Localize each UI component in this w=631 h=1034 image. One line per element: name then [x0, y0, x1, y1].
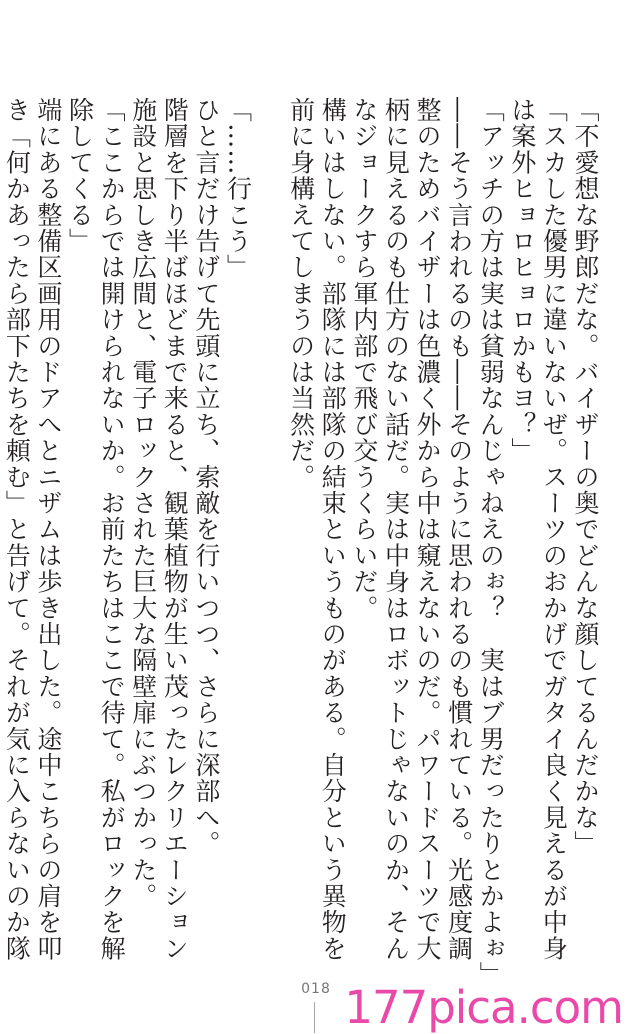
- narration-paragraph: 階層を下り半ばほどまで来ると、観葉植物が生い茂ったレクリエーション施設と思しき広間と、電子ロックされた巨大な隔壁扉にぶつかった。: [128, 97, 190, 962]
- narration-paragraph: ひと言だけ告げて先頭に立ち、索敵を行いつつ、さらに深部へ。: [191, 97, 221, 857]
- dialogue-line: 「……行こう」: [223, 97, 253, 281]
- site-watermark: 177pica.com: [344, 981, 623, 1034]
- narration-paragraph: ――そう言われるのも――そのように思われるのも慣れている。光感度調整のためバイザーは色濃く外から中は窺えないのだ。パワードスーツで大柄に見えるのも仕方のない話だ。実は中身はロボットじゃないのか、そんなジョークすら軍内部で飛び交うくらいだ。: [349, 97, 474, 962]
- dialogue-line: 「スカした優男に違いないぜ。スーツのおかげでガタイ良く見えるが中身は案外ヒョロヒョロかもヨ？」: [507, 97, 569, 962]
- dialogue-line: 「アッチの方は実は貧弱なんじゃねえのぉ？ 実はブ男だったりとかよぉ」: [476, 97, 506, 988]
- blank-line: [253, 97, 285, 977]
- page-number: 018: [301, 981, 331, 997]
- narration-paragraph: 構いはしない。部隊には部隊の結束というものがある。自分という異物を前に身構えてしまうのは当然だ。: [286, 97, 348, 962]
- page-number-rule: [314, 1002, 315, 1033]
- dialogue-line: 「ここからでは開けられないか。お前たちはここで待て。私がロックを解除してくる」: [65, 97, 127, 962]
- novel-body-text: [2, 97, 601, 988]
- narration-paragraph: 端にある整備区画用のドアへとニザムは歩き出した。途中こちらの肩を叩き「何かあったら部下たちを頼む」と告げて。それが気に入らないのか隊: [2, 97, 63, 962]
- dialogue-line: 「不愛想な野郎だな。バイザーの奥でどんな顔してるんだかな」: [571, 97, 600, 857]
